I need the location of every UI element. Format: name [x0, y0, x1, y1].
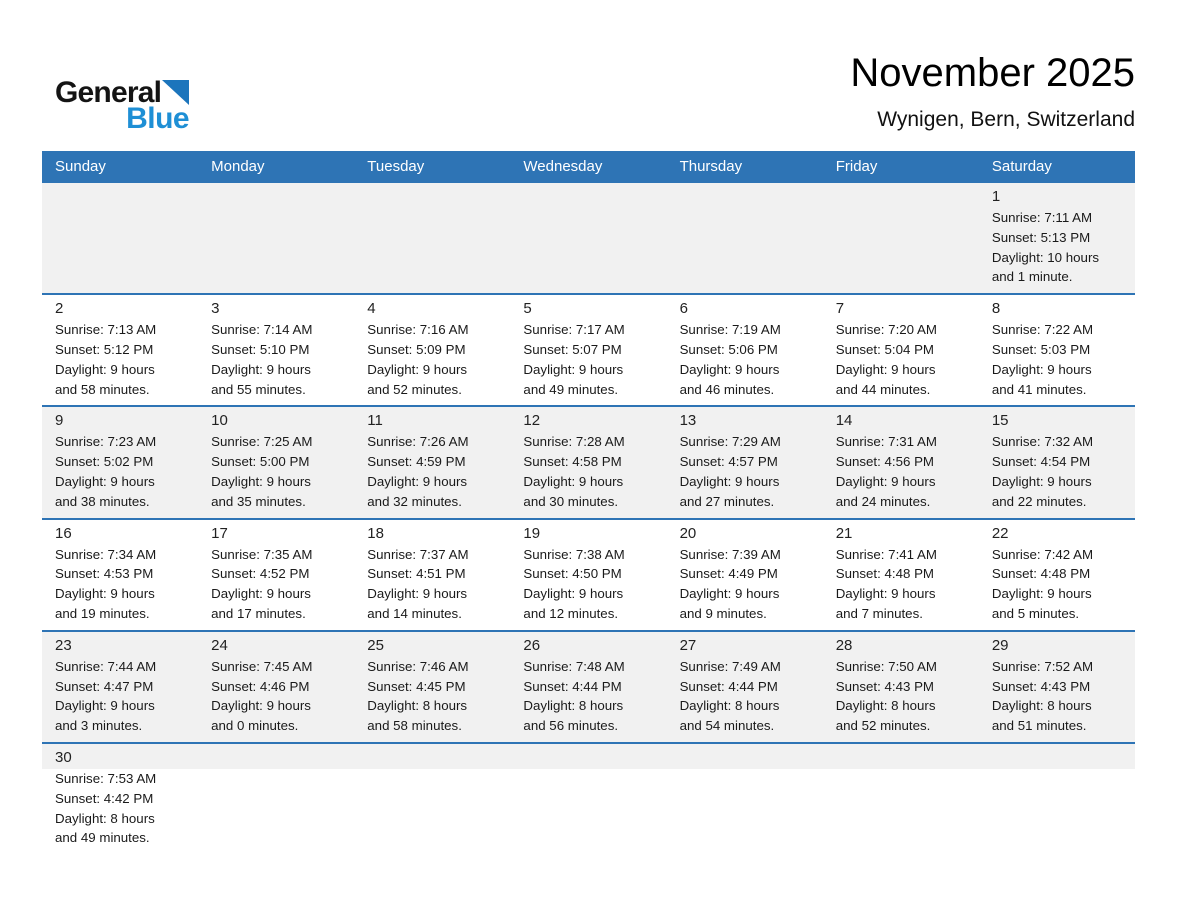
daylight-text-line1: Daylight: 9 hours: [211, 361, 311, 377]
daylight-text-line1: Daylight: 9 hours: [835, 361, 936, 377]
daylight-text-line1: Daylight: 9 hours: [523, 586, 624, 602]
daylight-text-line2: and 19 minutes.: [55, 605, 150, 621]
daylight-text-line1: Daylight: 9 hours: [991, 473, 1092, 489]
sunrise-text: Sunrise: 7:50 AM: [835, 658, 937, 674]
day-number: 12: [523, 412, 541, 430]
weekday-sunday: Sunday: [55, 157, 106, 175]
calendar-week-row-6: [42, 742, 1135, 854]
daylight-text-line2: and 51 minutes.: [991, 718, 1087, 734]
daylight-text-line2: and 54 minutes.: [679, 718, 775, 734]
day-number: 27: [679, 636, 697, 654]
day-number: 18: [367, 524, 384, 542]
sunset-text: Sunset: 4:51 PM: [367, 566, 466, 582]
daylight-text-line1: Daylight: 9 hours: [679, 361, 780, 377]
sunrise-text: Sunrise: 7:28 AM: [523, 434, 625, 450]
logo-text-blue: Blue: [126, 102, 190, 135]
daylight-text-line1: Daylight: 9 hours: [835, 586, 936, 602]
calendar-cell-day-18: [354, 520, 510, 630]
sunrise-text: Sunrise: 7:29 AM: [679, 434, 781, 450]
daylight-text-line2: and 24 minutes.: [835, 493, 931, 509]
day-number: 20: [679, 524, 697, 542]
calendar-cell-day-26: [510, 632, 666, 742]
daylight-text-line1: Daylight: 9 hours: [367, 361, 468, 377]
daylight-text-line2: and 44 minutes.: [835, 381, 931, 397]
daylight-text-line2: and 12 minutes.: [523, 605, 619, 621]
sunrise-text: Sunrise: 7:53 AM: [55, 770, 157, 786]
page-header: [0, 0, 1188, 134]
sunrise-text: Sunrise: 7:13 AM: [55, 322, 157, 338]
calendar-cell-day-13: [667, 407, 823, 517]
day-number: 4: [367, 300, 376, 318]
calendar-cell-day-6: [667, 295, 823, 405]
daylight-text-line1: Daylight: 9 hours: [367, 473, 468, 489]
day-number: 16: [55, 524, 72, 542]
page-subtitle: Wynigen, Bern, Switzerland: [877, 108, 1135, 131]
calendar-cell-day-30: [42, 744, 198, 854]
weekday-friday: Friday: [835, 157, 878, 175]
daylight-text-line2: and 27 minutes.: [679, 493, 775, 509]
sunset-text: Sunset: 4:49 PM: [679, 566, 778, 582]
day-number: 23: [55, 636, 72, 654]
calendar-cell-day-17: [198, 520, 354, 630]
calendar-week-row-4: [42, 518, 1135, 630]
sunrise-text: Sunrise: 7:32 AM: [991, 434, 1094, 450]
day-number: 15: [991, 412, 1009, 430]
sunset-text: Sunset: 5:04 PM: [835, 341, 935, 357]
calendar-cell-day-19: [510, 520, 666, 630]
day-number: 14: [835, 412, 853, 430]
sunrise-text: Sunrise: 7:31 AM: [835, 434, 937, 450]
sunset-text: Sunset: 4:47 PM: [55, 678, 154, 694]
daylight-text-line2: and 41 minutes.: [991, 381, 1087, 397]
calendar-cell-day-5: [510, 295, 666, 405]
sunset-text: Sunset: 4:54 PM: [991, 454, 1091, 470]
sunrise-text: Sunrise: 7:17 AM: [523, 322, 625, 338]
calendar-cell-empty: [354, 744, 510, 854]
daylight-text-line1: Daylight: 9 hours: [55, 473, 155, 489]
day-number: 28: [835, 636, 853, 654]
sunset-text: Sunset: 4:48 PM: [835, 566, 935, 582]
daylight-text-line2: and 49 minutes.: [523, 381, 619, 397]
calendar-cell-day-10: [198, 407, 354, 517]
daylight-text-line1: Daylight: 9 hours: [835, 473, 936, 489]
day-number: 3: [211, 300, 220, 318]
daylight-text-line2: and 1 minute.: [991, 269, 1073, 285]
sunset-text: Sunset: 4:57 PM: [679, 454, 778, 470]
daylight-text-line2: and 46 minutes.: [679, 381, 775, 397]
sunset-text: Sunset: 4:45 PM: [367, 678, 466, 694]
daylight-text-line1: Daylight: 9 hours: [523, 473, 624, 489]
calendar-cell-day-23: [42, 632, 198, 742]
daylight-text-line2: and 14 minutes.: [367, 605, 462, 621]
weekday-header-row: [42, 151, 1135, 181]
calendar-cell-day-11: [354, 407, 510, 517]
daylight-text-line1: Daylight: 9 hours: [55, 698, 155, 714]
sunset-text: Sunset: 4:42 PM: [55, 790, 154, 806]
sunset-text: Sunset: 4:53 PM: [55, 566, 154, 582]
calendar-cell-empty: [354, 183, 510, 293]
sunrise-text: Sunrise: 7:48 AM: [523, 658, 625, 674]
sunset-text: Sunset: 4:44 PM: [523, 678, 622, 694]
sunrise-text: Sunrise: 7:26 AM: [367, 434, 469, 450]
daylight-text-line1: Daylight: 9 hours: [679, 586, 780, 602]
sunrise-text: Sunrise: 7:19 AM: [679, 322, 781, 338]
calendar-cell-day-27: [667, 632, 823, 742]
day-number: 30: [55, 748, 72, 766]
calendar-cell-empty: [823, 183, 979, 293]
daylight-text-line1: Daylight: 9 hours: [211, 698, 311, 714]
sunset-text: Sunset: 4:50 PM: [523, 566, 622, 582]
daylight-text-line1: Daylight: 9 hours: [523, 361, 624, 377]
sunset-text: Sunset: 4:44 PM: [679, 678, 778, 694]
daylight-text-line2: and 0 minutes.: [211, 718, 299, 734]
calendar-cell-empty: [510, 744, 666, 854]
sunset-text: Sunset: 4:58 PM: [523, 454, 622, 470]
calendar-table: [42, 151, 1135, 854]
calendar-cell-day-8: [979, 295, 1135, 405]
sunrise-text: Sunrise: 7:44 AM: [55, 658, 157, 674]
daylight-text-line2: and 52 minutes.: [835, 718, 931, 734]
daylight-text-line1: Daylight: 10 hours: [991, 249, 1100, 265]
calendar-week-row-1: [42, 181, 1135, 293]
calendar-week-row-2: [42, 293, 1135, 405]
day-number: 19: [523, 524, 541, 542]
calendar-cell-day-29: [979, 632, 1135, 742]
sunrise-text: Sunrise: 7:38 AM: [523, 546, 625, 562]
generalblue-logo: [55, 78, 189, 134]
daylight-text-line2: and 17 minutes.: [211, 605, 306, 621]
sunrise-text: Sunrise: 7:45 AM: [211, 658, 313, 674]
calendar-cell-empty: [667, 183, 823, 293]
daylight-text-line1: Daylight: 9 hours: [991, 586, 1092, 602]
daylight-text-line2: and 30 minutes.: [523, 493, 619, 509]
day-number: 29: [991, 636, 1009, 654]
daylight-text-line2: and 32 minutes.: [367, 493, 462, 509]
sunset-text: Sunset: 5:03 PM: [991, 341, 1091, 357]
calendar-cell-day-21: [823, 520, 979, 630]
daylight-text-line1: Daylight: 8 hours: [367, 698, 468, 714]
day-number: 6: [679, 300, 688, 318]
calendar-cell-day-24: [198, 632, 354, 742]
weekday-thursday: Thursday: [679, 157, 743, 175]
calendar-cell-day-15: [979, 407, 1135, 517]
sunset-text: Sunset: 5:06 PM: [679, 341, 778, 357]
day-number: 17: [211, 524, 228, 542]
calendar-cell-day-28: [823, 632, 979, 742]
calendar-cell-day-9: [42, 407, 198, 517]
calendar-cell-empty: [42, 183, 198, 293]
day-number: 8: [991, 300, 1001, 318]
day-number: 7: [835, 300, 845, 318]
daylight-text-line1: Daylight: 9 hours: [211, 473, 311, 489]
sunrise-text: Sunrise: 7:11 AM: [991, 210, 1093, 225]
calendar-cell-day-1: [979, 183, 1135, 293]
weekday-wednesday: Wednesday: [523, 157, 603, 175]
daylight-text-line1: Daylight: 8 hours: [523, 698, 624, 714]
weekday-saturday: Saturday: [991, 157, 1052, 175]
sunrise-text: Sunrise: 7:39 AM: [679, 546, 781, 562]
sunset-text: Sunset: 5:09 PM: [367, 341, 466, 357]
sunset-text: Sunset: 4:56 PM: [835, 454, 935, 470]
calendar-cell-day-2: [42, 295, 198, 405]
sunset-text: Sunset: 4:59 PM: [367, 454, 466, 470]
daylight-text-line2: and 22 minutes.: [991, 493, 1087, 509]
sunrise-text: Sunrise: 7:42 AM: [991, 546, 1094, 562]
calendar-cell-day-20: [667, 520, 823, 630]
day-number: 22: [991, 524, 1009, 542]
day-number: 2: [55, 300, 64, 318]
sunrise-text: Sunrise: 7:25 AM: [211, 434, 313, 450]
calendar-cell-day-25: [354, 632, 510, 742]
day-number: 21: [835, 524, 853, 542]
calendar-cell-empty: [510, 183, 666, 293]
calendar-week-row-3: [42, 405, 1135, 517]
daylight-text-line1: Daylight: 9 hours: [679, 473, 780, 489]
sunrise-text: Sunrise: 7:23 AM: [55, 434, 157, 450]
sunset-text: Sunset: 5:07 PM: [523, 341, 622, 357]
calendar-cell-day-14: [823, 407, 979, 517]
calendar-cell-empty: [667, 744, 823, 854]
sunrise-text: Sunrise: 7:20 AM: [835, 322, 937, 338]
logo-text-general: General: [55, 76, 162, 109]
calendar-cell-day-12: [510, 407, 666, 517]
calendar-cell-day-7: [823, 295, 979, 405]
sunset-text: Sunset: 5:10 PM: [211, 341, 310, 357]
daylight-text-line1: Daylight: 8 hours: [991, 698, 1092, 714]
sunrise-text: Sunrise: 7:14 AM: [211, 322, 313, 338]
day-number: 1: [991, 188, 1001, 205]
daylight-text-line1: Daylight: 9 hours: [367, 586, 468, 602]
daylight-text-line2: and 58 minutes.: [367, 718, 462, 734]
sunrise-text: Sunrise: 7:16 AM: [367, 322, 469, 338]
daylight-text-line2: and 56 minutes.: [523, 718, 619, 734]
daylight-text-line2: and 58 minutes.: [55, 381, 150, 397]
day-number: 10: [211, 412, 228, 430]
daylight-text-line1: Daylight: 9 hours: [211, 586, 311, 602]
daylight-text-line1: Daylight: 9 hours: [55, 586, 155, 602]
calendar-cell-day-4: [354, 295, 510, 405]
sunrise-text: Sunrise: 7:41 AM: [835, 546, 937, 562]
sunset-text: Sunset: 5:02 PM: [55, 454, 154, 470]
sunset-text: Sunset: 4:46 PM: [211, 678, 310, 694]
calendar-cell-empty: [198, 744, 354, 854]
weekday-tuesday: Tuesday: [367, 157, 425, 175]
sunrise-text: Sunrise: 7:35 AM: [211, 546, 313, 562]
daylight-text-line2: and 52 minutes.: [367, 381, 462, 397]
title-block: [850, 50, 1135, 132]
sunset-text: Sunset: 5:00 PM: [211, 454, 310, 470]
calendar-cell-empty: [979, 744, 1135, 854]
sunset-text: Sunset: 4:52 PM: [211, 566, 310, 582]
sunrise-text: Sunrise: 7:37 AM: [367, 546, 469, 562]
sunset-text: Sunset: 4:43 PM: [835, 678, 935, 694]
daylight-text-line2: and 7 minutes.: [835, 605, 923, 621]
day-number: 26: [523, 636, 541, 654]
calendar-cell-empty: [823, 744, 979, 854]
daylight-text-line1: Daylight: 9 hours: [991, 361, 1092, 377]
day-number: 13: [679, 412, 697, 430]
sunset-text: Sunset: 5:13 PM: [991, 229, 1091, 245]
daylight-text-line2: and 38 minutes.: [55, 493, 150, 509]
sunset-text: Sunset: 4:48 PM: [991, 566, 1091, 582]
day-number: 5: [523, 300, 532, 318]
daylight-text-line1: Daylight: 8 hours: [55, 810, 155, 826]
daylight-text-line2: and 49 minutes.: [55, 830, 150, 846]
day-number: 24: [211, 636, 228, 654]
daylight-text-line2: and 3 minutes.: [55, 718, 143, 734]
daylight-text-line2: and 5 minutes.: [991, 605, 1080, 621]
sunrise-text: Sunrise: 7:49 AM: [679, 658, 781, 674]
daylight-text-line2: and 35 minutes.: [211, 493, 306, 509]
daylight-text-line1: Daylight: 9 hours: [55, 361, 155, 377]
calendar-cell-day-16: [42, 520, 198, 630]
daylight-text-line2: and 55 minutes.: [211, 381, 306, 397]
sunrise-text: Sunrise: 7:52 AM: [991, 658, 1094, 674]
day-number: 11: [367, 412, 383, 430]
sunrise-text: Sunrise: 7:34 AM: [55, 546, 157, 562]
calendar-cell-empty: [198, 183, 354, 293]
day-number: 25: [367, 636, 384, 654]
calendar-cell-day-3: [198, 295, 354, 405]
calendar-week-row-5: [42, 630, 1135, 742]
daylight-text-line1: Daylight: 8 hours: [835, 698, 936, 714]
sunrise-text: Sunrise: 7:22 AM: [991, 322, 1094, 338]
calendar-cell-day-22: [979, 520, 1135, 630]
weekday-monday: Monday: [211, 157, 265, 175]
day-number: 9: [55, 412, 64, 430]
sunset-text: Sunset: 4:43 PM: [991, 678, 1091, 694]
sunset-text: Sunset: 5:12 PM: [55, 341, 154, 357]
sunrise-text: Sunrise: 7:46 AM: [367, 658, 469, 674]
daylight-text-line2: and 9 minutes.: [679, 605, 767, 621]
daylight-text-line1: Daylight: 8 hours: [679, 698, 780, 714]
page-title: November 2025: [850, 51, 1135, 95]
